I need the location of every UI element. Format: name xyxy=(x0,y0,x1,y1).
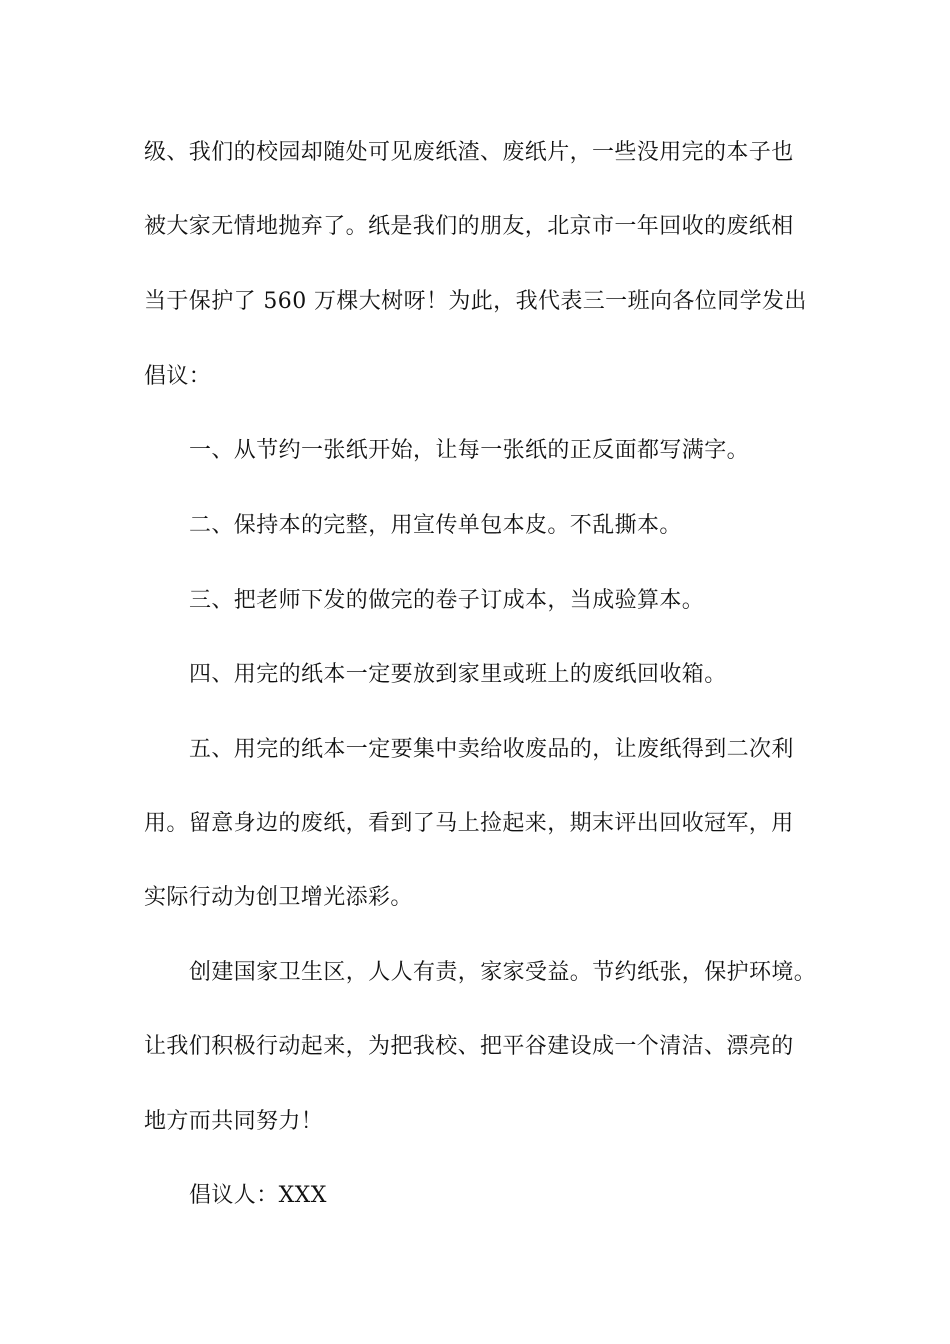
body-text-line: 级、我们的校园却随处可见废纸渣、废纸片，一些没用完的本子也 xyxy=(144,140,794,165)
body-text-line: 倡议： xyxy=(144,364,212,389)
body-text-line: 实际行动为创卫增光添彩。 xyxy=(144,885,413,910)
body-text-line: 让我们积极行动起来，为把我校、把平谷建设成一个清洁、漂亮的 xyxy=(144,1034,794,1059)
signature-line: 倡议人：XXX xyxy=(189,1183,327,1208)
proposal-item-5: 五、用完的纸本一定要集中卖给收废品的，让废纸得到二次利 xyxy=(189,737,794,762)
body-text-line: 用。留意身边的废纸，看到了马上捡起来，期末评出回收冠军，用 xyxy=(144,811,794,836)
proposal-item-4: 四、用完的纸本一定要放到家里或班上的废纸回收箱。 xyxy=(189,662,727,687)
closing-paragraph: 创建国家卫生区，人人有责，家家受益。节约纸张，保护环境。 xyxy=(189,960,817,985)
body-text-line: 被大家无情地抛弃了。纸是我们的朋友，北京市一年回收的废纸相 xyxy=(144,214,794,239)
proposal-item-1: 一、从节约一张纸开始，让每一张纸的正反面都写满字。 xyxy=(189,438,750,463)
body-text-line: 当于保护了 560 万棵大树呀！为此，我代表三一班向各位同学发出 xyxy=(144,289,807,314)
proposal-item-2: 二、保持本的完整，用宣传单包本皮。不乱撕本。 xyxy=(189,513,682,538)
proposal-item-3: 三、把老师下发的做完的卷子订成本，当成验算本。 xyxy=(189,588,705,613)
body-text-line: 地方而共同努力！ xyxy=(144,1109,324,1134)
